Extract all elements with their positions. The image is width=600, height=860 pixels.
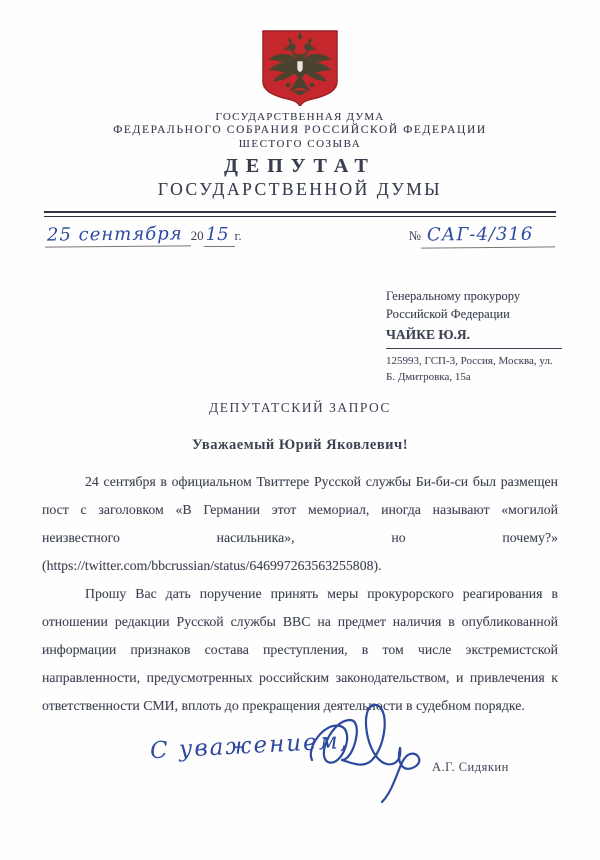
russian-coat-of-arms-icon xyxy=(260,28,340,106)
signature-scribble-icon xyxy=(298,698,458,808)
recipient-address xyxy=(386,353,562,385)
year-prefix: 20 xyxy=(190,228,204,243)
handwritten-closing: С уважением, xyxy=(149,727,350,765)
recipient-line2: Российской Федерации xyxy=(386,307,510,321)
org-name-line1: ГОСУДАРСТВЕННАЯ ДУМА xyxy=(215,111,385,123)
deputy-title-line2: ГОСУДАРСТВЕННОЙ ДУМЫ xyxy=(157,179,443,199)
address-line1: 125993, ГСП-3, Россия, Москва, ул. xyxy=(386,355,553,367)
body-paragraph-2: Прошу Вас дать поручение принять меры прокурорского реагирования в отношении редакции Русской службы BBC на предмет наличия в опубликованной информации признаков состава преступления, в том числе экстремистской направленности, предусмотренных российским законодательством, и привлечения к ответственности СМИ, вплоть до прекращения деятельности в судебном порядке. xyxy=(42,586,558,713)
handwritten-number: САГ-4/316 xyxy=(421,223,555,248)
document-subject: ДЕПУТАТСКИЙ ЗАПРОС xyxy=(209,400,391,415)
date-field xyxy=(45,224,242,247)
recipient-name: ЧАЙКЕ Ю.Я. xyxy=(386,327,471,342)
emblem-container xyxy=(0,28,600,111)
recipient-line1: Генеральному прокурору xyxy=(386,289,521,303)
signer-name: А.Г. Сидякин xyxy=(432,760,509,774)
document-number-field xyxy=(409,224,555,248)
letter-body xyxy=(42,468,558,720)
date-number-row xyxy=(45,224,555,254)
recipient-divider xyxy=(386,348,562,349)
year-label: г. xyxy=(234,228,242,243)
handwritten-year: 15 xyxy=(204,224,235,247)
body-paragraph-1: 24 сентября в официальном Твиттере Русской службы Би-би-си был размещен пост с заголовком «В Германии этот мемориал, иногда называют «могилой неизвестного насильника», но почему?» (https://twitter.com/bbcrussian/status/646997263563255808). xyxy=(42,474,558,573)
org-name-line3: ШЕСТОГО СОЗЫВА xyxy=(238,138,362,150)
salutation: Уважаемый Юрий Яковлевич! xyxy=(191,437,409,453)
handwritten-date: 25 сентября xyxy=(45,223,191,247)
letterhead-divider xyxy=(44,211,556,217)
deputy-title-line1: ДЕПУТАТ xyxy=(224,155,376,177)
recipient-block xyxy=(386,287,562,385)
number-sign: № xyxy=(408,228,421,243)
address-line2: Б. Дмитровка, 15а xyxy=(386,371,471,383)
org-name-line2: ФЕДЕРАЛЬНОГО СОБРАНИЯ РОССИЙСКОЙ ФЕДЕРАЦИИ xyxy=(113,124,487,136)
